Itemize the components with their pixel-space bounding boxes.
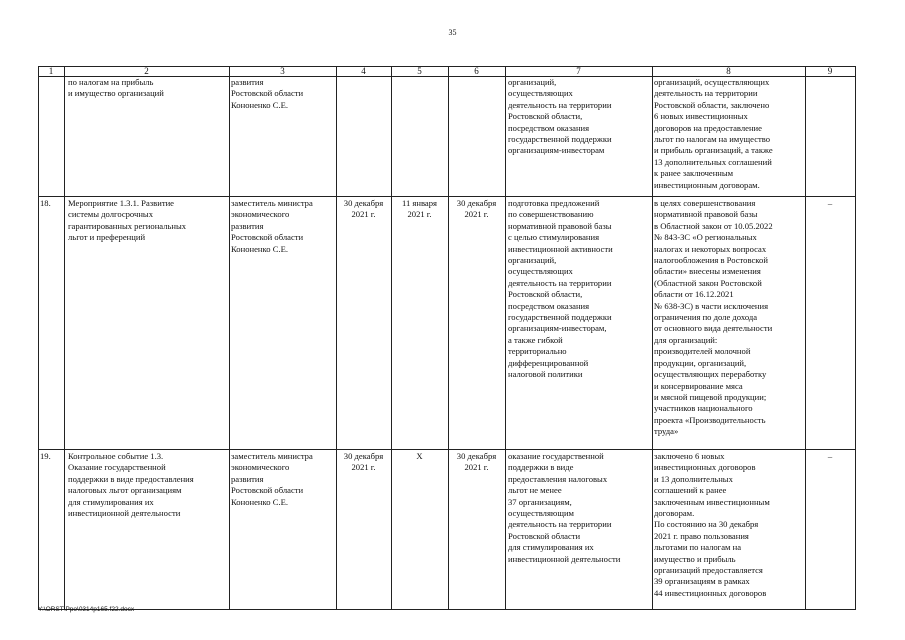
responsible-person: развития Ростовской области Кононенко С.Е. [231, 77, 304, 110]
column-header: 2 [144, 66, 149, 76]
column-divider [38, 66, 39, 610]
column-divider [64, 66, 65, 610]
report-table [38, 66, 856, 610]
column-divider [448, 66, 449, 610]
expected-result: подготовка предложений по совершенствованию нормативной правовой базы с целью стимулирования инвестиционной активности организаций, осуществляющих деятельность на территории Ростовской области, посредством оказания государственной поддержки организациям-инвесторам, а также гибкой территориально дифференцированной налоговой политики [508, 198, 613, 380]
column-divider [391, 66, 392, 610]
column-header: 9 [827, 66, 833, 76]
date-plan: 30 декабря 2021 г. [456, 451, 497, 473]
row-number: 18. [40, 198, 51, 208]
column-header: 4 [361, 66, 366, 76]
column-header: 8 [726, 66, 731, 76]
row-divider [38, 196, 856, 197]
column-divider [855, 66, 856, 610]
note: – [827, 198, 833, 208]
event-name: по налогам на прибыль и имущество организаций [68, 77, 164, 99]
date-start: 30 декабря 2021 г. [343, 451, 384, 473]
column-divider [652, 66, 653, 610]
actual-result: в целях совершенствования нормативной правовой базы в Областной закон от 10.05.2022 № 843-ЗС «О региональных налогах и некоторых вопросах налогообложения в Ростовской области» внесены изменения (Областной закон Ростовской области от 16.12.2021 № 638-ЗС) в части исключения ограничения по доле дохода от основного вида деятельности для организаций: производителей молочной продукции, организаций, осуществляющих переработку и консервирование мяса и мясной пищевой продукции; участников национального проекта «Производительность труда» [654, 198, 773, 437]
row-number: 19. [40, 451, 51, 461]
responsible-person: заместитель министра экономического развития Ростовской области Кононенко С.Е. [231, 451, 313, 507]
column-header: 5 [417, 66, 422, 76]
date-plan: 30 декабря 2021 г. [456, 198, 497, 220]
date-start: 30 декабря 2021 г. [343, 198, 384, 220]
column-divider [229, 66, 230, 610]
column-divider [505, 66, 506, 610]
column-header: 6 [474, 66, 479, 76]
expected-result: оказание государственной поддержки в виде предоставления налоговых льгот не менее 37 организациям, осуществляющим деятельность на территории Ростовской области для стимулирования их инвестиционной деятельности [508, 451, 621, 564]
column-divider [336, 66, 337, 610]
responsible-person: заместитель министра экономического развития Ростовской области Кононенко С.Е. [231, 198, 313, 254]
actual-result: заключено 6 новых инвестиционных договоров и 13 дополнительных соглашений к ранее заключенным инвестиционным договорам. По состоянию на 30 декабря 2021 г. право пользования льготами по налогам на имущество и прибыль организаций предоставляется 39 организациям в рамках 44 инвестиционных договоров [654, 451, 770, 598]
column-header: 3 [280, 66, 285, 76]
document-path-footer: Y:\ORST\Ppo\0314p165.f22.docx [38, 606, 135, 613]
date-end: Х [416, 451, 423, 461]
column-header: 1 [48, 66, 54, 76]
note: – [827, 451, 833, 461]
column-header: 7 [576, 66, 581, 76]
actual-result: организаций, осуществляющих деятельность на территории Ростовской области, заключено 6 новых инвестиционных договоров на предоставление льгот по налогам на имущество и прибыль организаций, а также 13 дополнительных соглашений к ранее заключенным инвестиционным договорам. [654, 77, 773, 190]
row-divider [38, 449, 856, 450]
row-divider [38, 609, 856, 610]
event-name: Мероприятие 1.3.1. Развитие системы долгосрочных гарантированных региональных льгот и преференций [68, 198, 187, 243]
date-end: 11 января 2021 г. [402, 198, 437, 220]
expected-result: организаций, осуществляющих деятельность на территории Ростовской области, посредством оказания государственной поддержки организациям-инвесторам [508, 77, 612, 156]
column-divider [805, 66, 806, 610]
page-number: 35 [448, 28, 457, 37]
event-name: Контрольное событие 1.3. Оказание государственной поддержки в виде предоставления налоговых льгот организациям для стимулирования их инвестиционной деятельности [68, 451, 194, 519]
